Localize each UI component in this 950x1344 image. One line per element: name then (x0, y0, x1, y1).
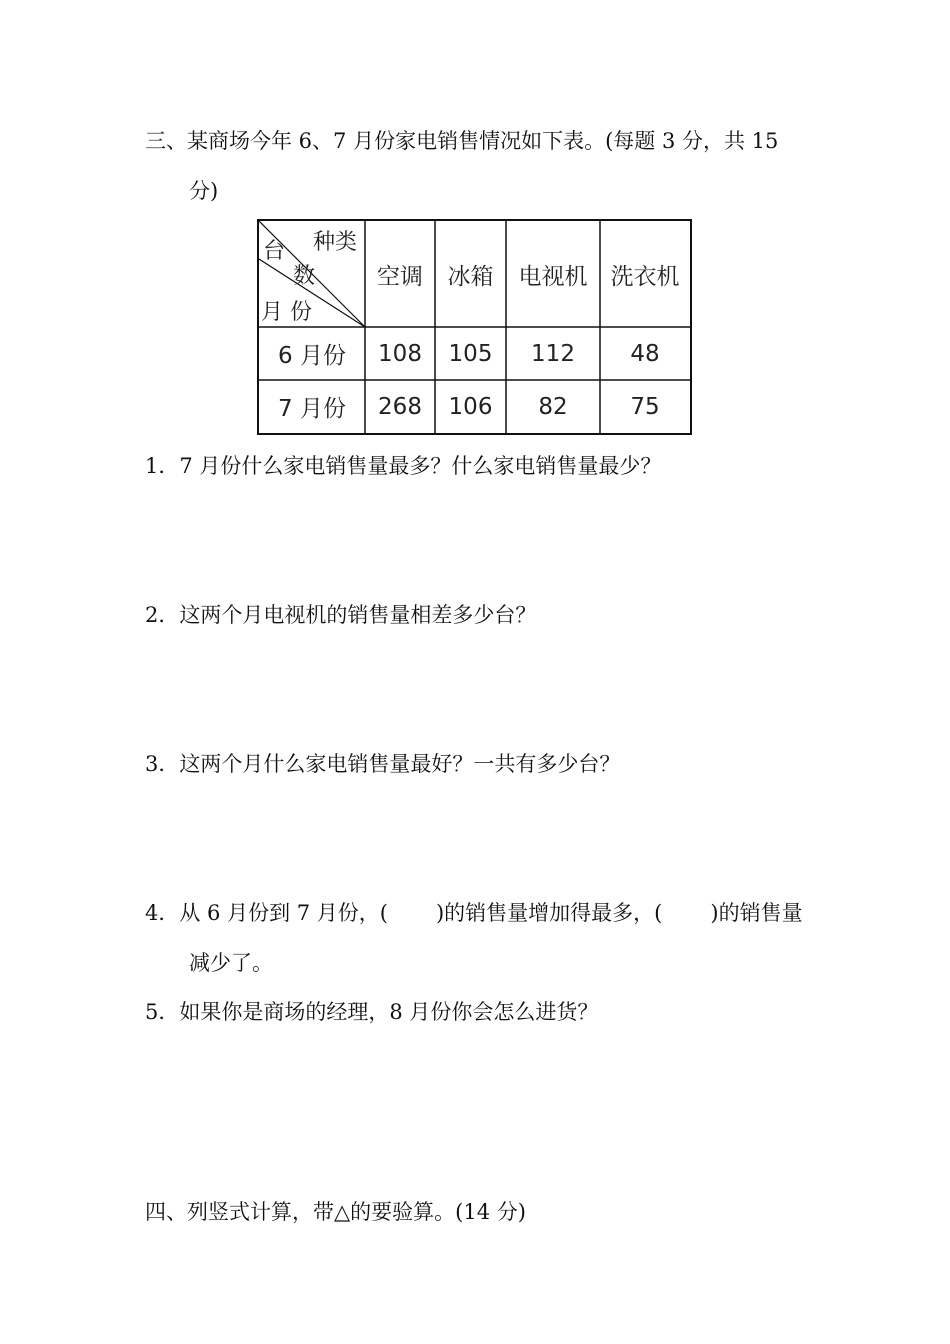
cell-june-washer: 48 (630, 340, 660, 367)
cell-july-fridge: 106 (448, 393, 493, 420)
corner-header-bottom: 月 份 (261, 300, 312, 325)
cell-june-aircon: 108 (378, 340, 422, 367)
column-header-aircon: 空调 (377, 263, 423, 290)
cell-july-aircon: 268 (378, 393, 422, 420)
question-2: 2．这两个月电视机的销售量相差多少台？ (145, 603, 537, 627)
cell-june-tv: 112 (531, 340, 575, 367)
question-4-line2: 减少了。 (189, 951, 273, 975)
question-4-part1: 4．从 6 月份到 7 月份，( (145, 901, 388, 925)
question-1: 1．7 月份什么家电销售量最多？什么家电销售量最少？ (145, 454, 662, 478)
corner-header-left: 台 (263, 239, 286, 264)
column-header-tv: 电视机 (518, 263, 588, 290)
question-5: 5．如果你是商场的经理，8 月份你会怎么进货？ (145, 1000, 599, 1024)
section-4-title: 四、列竖式计算，带△的要验算。(14 分) (145, 1200, 526, 1224)
column-header-fridge: 冰箱 (447, 263, 494, 290)
column-header-washer: 洗衣机 (610, 263, 680, 290)
question-4-part2: )的销售量增加得最多，( (435, 901, 663, 925)
row-label-june: 6 月份 (278, 343, 346, 369)
corner-header-top: 种类 (313, 230, 358, 255)
section-3-title-line2: 分) (189, 179, 219, 203)
question-4-part3: )的销售量 (710, 901, 803, 925)
section-3-title-line1: 三、某商场今年 6、7 月份家电销售情况如下表。(每题 3 分，共 15 (145, 129, 779, 153)
question-3: 3．这两个月什么家电销售量最好？一共有多少台？ (145, 752, 621, 776)
sales-table (257, 219, 692, 435)
row-label-july: 7 月份 (278, 396, 346, 422)
cell-june-fridge: 105 (448, 340, 493, 367)
corner-header-middle: 数 (293, 264, 316, 289)
cell-july-washer: 75 (630, 393, 660, 420)
cell-july-tv: 82 (538, 393, 568, 420)
question-4-line1 (145, 899, 803, 927)
